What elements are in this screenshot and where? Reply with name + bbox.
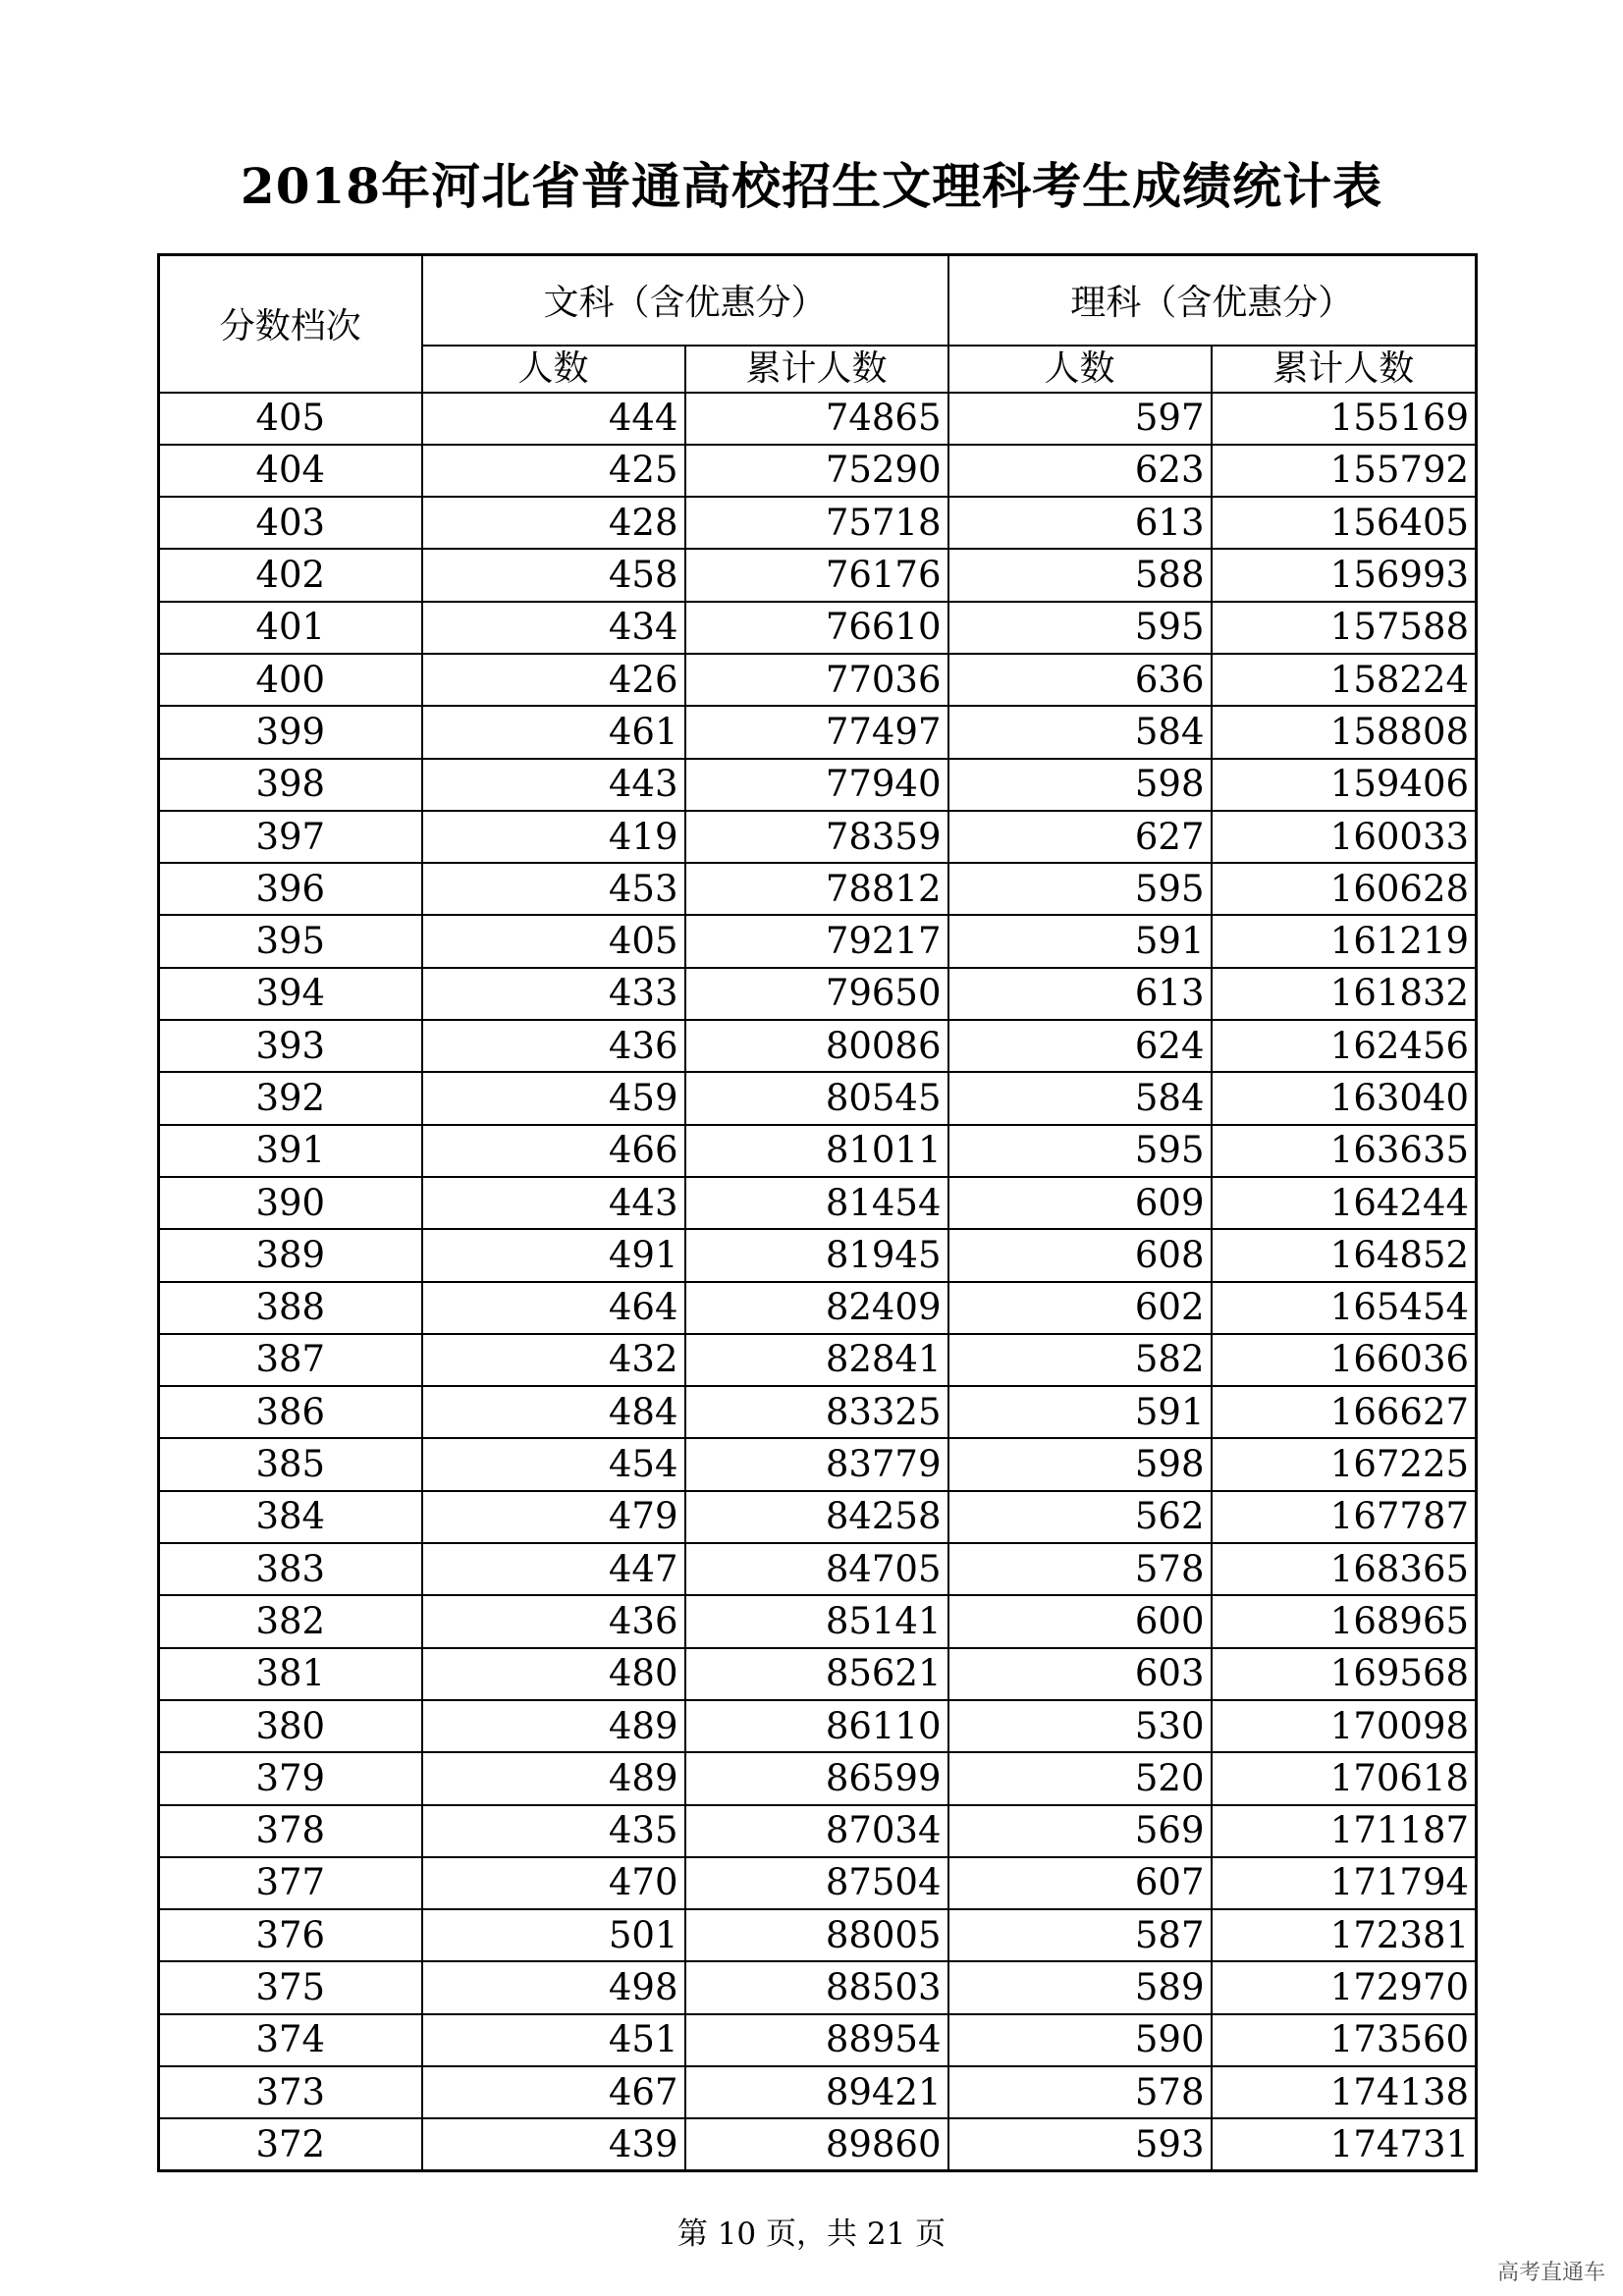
arts-cumulative-cell: 81945	[685, 1229, 948, 1281]
score-cell: 402	[159, 549, 422, 601]
score-cell: 384	[159, 1491, 422, 1543]
score-cell: 403	[159, 497, 422, 549]
arts-cumulative-cell: 79650	[685, 968, 948, 1020]
table-row	[159, 1386, 1477, 1438]
score-cell: 379	[159, 1752, 422, 1804]
science-cumulative-cell: 173560	[1212, 2014, 1477, 2066]
science-count-cell: 587	[948, 1909, 1212, 1961]
science-cumulative-cell: 170618	[1212, 1752, 1477, 1804]
table-row	[159, 863, 1477, 915]
arts-cumulative-cell: 79217	[685, 915, 948, 967]
arts-cumulative-cell: 82409	[685, 1282, 948, 1334]
science-count-cell: 636	[948, 654, 1212, 706]
arts-count-cell: 459	[422, 1072, 685, 1124]
table-row	[159, 1909, 1477, 1961]
score-cell: 400	[159, 654, 422, 706]
arts-count-cell: 433	[422, 968, 685, 1020]
arts-count-cell: 480	[422, 1648, 685, 1700]
arts-cumulative-cell: 75718	[685, 497, 948, 549]
arts-cumulative-cell: 89421	[685, 2066, 948, 2118]
science-count-cell: 627	[948, 811, 1212, 863]
score-cell: 393	[159, 1020, 422, 1072]
arts-count-cell: 467	[422, 2066, 685, 2118]
arts-cumulative-cell: 83325	[685, 1386, 948, 1438]
arts-count-cell: 470	[422, 1857, 685, 1909]
score-cell: 396	[159, 863, 422, 915]
science-cumulative-cell: 160628	[1212, 863, 1477, 915]
arts-count-cell: 484	[422, 1386, 685, 1438]
arts-count-cell: 454	[422, 1438, 685, 1490]
arts-count-cell: 501	[422, 1909, 685, 1961]
arts-count-cell: 428	[422, 497, 685, 549]
science-count-cell: 613	[948, 497, 1212, 549]
arts-cumulative-cell: 74865	[685, 393, 948, 445]
arts-count-cell: 479	[422, 1491, 685, 1543]
table-row	[159, 1334, 1477, 1386]
arts-cumulative-header: 累计人数	[685, 346, 948, 393]
arts-cumulative-cell: 87034	[685, 1805, 948, 1857]
score-cell: 372	[159, 2118, 422, 2170]
arts-cumulative-cell: 88954	[685, 2014, 948, 2066]
science-cumulative-cell: 169568	[1212, 1648, 1477, 1700]
table-row	[159, 1491, 1477, 1543]
science-cumulative-cell: 166627	[1212, 1386, 1477, 1438]
table-row	[159, 1543, 1477, 1595]
arts-cumulative-cell: 77497	[685, 706, 948, 758]
science-cumulative-cell: 166036	[1212, 1334, 1477, 1386]
arts-count-cell: 439	[422, 2118, 685, 2170]
table-row	[159, 1072, 1477, 1124]
table-row	[159, 2118, 1477, 2170]
science-count-cell: 569	[948, 1805, 1212, 1857]
science-count-cell: 607	[948, 1857, 1212, 1909]
score-cell: 398	[159, 759, 422, 811]
arts-count-cell: 444	[422, 393, 685, 445]
page-title: 2018年河北省普通高校招生文理科考生成绩统计表	[240, 157, 1383, 215]
science-count-cell: 613	[948, 968, 1212, 1020]
score-cell: 383	[159, 1543, 422, 1595]
arts-count-cell: 426	[422, 654, 685, 706]
arts-cumulative-cell: 87504	[685, 1857, 948, 1909]
science-cumulative-cell: 156405	[1212, 497, 1477, 549]
arts-cumulative-cell: 78812	[685, 863, 948, 915]
science-cumulative-cell: 167787	[1212, 1491, 1477, 1543]
science-cumulative-cell: 163040	[1212, 1072, 1477, 1124]
table-row	[159, 1125, 1477, 1177]
science-cumulative-cell: 156993	[1212, 549, 1477, 601]
arts-cumulative-cell: 80086	[685, 1020, 948, 1072]
science-cumulative-cell: 155169	[1212, 393, 1477, 445]
table-row	[159, 706, 1477, 758]
arts-count-cell: 443	[422, 1177, 685, 1229]
arts-cumulative-cell: 80545	[685, 1072, 948, 1124]
score-statistics-table	[157, 253, 1478, 2172]
science-count-header: 人数	[948, 346, 1212, 393]
table-row	[159, 1177, 1477, 1229]
science-count-cell: 578	[948, 2066, 1212, 2118]
science-count-cell: 588	[948, 549, 1212, 601]
score-cell: 405	[159, 393, 422, 445]
arts-cumulative-cell: 85621	[685, 1648, 948, 1700]
arts-count-cell: 435	[422, 1805, 685, 1857]
score-cell: 374	[159, 2014, 422, 2066]
science-cumulative-cell: 171187	[1212, 1805, 1477, 1857]
score-level-header: 分数档次	[159, 255, 422, 393]
arts-cumulative-cell: 86599	[685, 1752, 948, 1804]
science-count-cell: 603	[948, 1648, 1212, 1700]
science-count-cell: 598	[948, 1438, 1212, 1490]
arts-cumulative-cell: 81454	[685, 1177, 948, 1229]
science-cumulative-cell: 172970	[1212, 1961, 1477, 2013]
table-row	[159, 1020, 1477, 1072]
arts-count-cell: 498	[422, 1961, 685, 2013]
science-count-cell: 595	[948, 1125, 1212, 1177]
science-cumulative-cell: 157588	[1212, 602, 1477, 654]
science-cumulative-cell: 162456	[1212, 1020, 1477, 1072]
arts-count-cell: 489	[422, 1700, 685, 1752]
table-row	[159, 1648, 1477, 1700]
science-count-cell: 623	[948, 445, 1212, 497]
score-cell: 399	[159, 706, 422, 758]
table-row	[159, 915, 1477, 967]
arts-cumulative-cell: 81011	[685, 1125, 948, 1177]
science-count-cell: 584	[948, 706, 1212, 758]
science-cumulative-cell: 164244	[1212, 1177, 1477, 1229]
table-row	[159, 968, 1477, 1020]
score-cell: 394	[159, 968, 422, 1020]
arts-count-cell: 405	[422, 915, 685, 967]
science-cumulative-cell: 155792	[1212, 445, 1477, 497]
table-row	[159, 1805, 1477, 1857]
arts-cumulative-cell: 88503	[685, 1961, 948, 2013]
science-cumulative-cell: 172381	[1212, 1909, 1477, 1961]
score-cell: 387	[159, 1334, 422, 1386]
science-cumulative-header: 累计人数	[1212, 346, 1477, 393]
arts-count-cell: 464	[422, 1282, 685, 1334]
arts-cumulative-cell: 77940	[685, 759, 948, 811]
score-cell: 404	[159, 445, 422, 497]
score-cell: 386	[159, 1386, 422, 1438]
arts-cumulative-cell: 86110	[685, 1700, 948, 1752]
science-cumulative-cell: 171794	[1212, 1857, 1477, 1909]
arts-cumulative-cell: 76176	[685, 549, 948, 601]
science-count-cell: 595	[948, 602, 1212, 654]
arts-count-cell: 453	[422, 863, 685, 915]
arts-cumulative-cell: 83779	[685, 1438, 948, 1490]
science-count-cell: 595	[948, 863, 1212, 915]
arts-cumulative-cell: 77036	[685, 654, 948, 706]
table-row	[159, 602, 1477, 654]
table-row	[159, 2014, 1477, 2066]
score-cell: 375	[159, 1961, 422, 2013]
science-count-cell: 600	[948, 1595, 1212, 1647]
arts-count-cell: 436	[422, 1020, 685, 1072]
science-count-cell: 582	[948, 1334, 1212, 1386]
table-row	[159, 445, 1477, 497]
science-cumulative-cell: 170098	[1212, 1700, 1477, 1752]
score-cell: 389	[159, 1229, 422, 1281]
score-cell: 395	[159, 915, 422, 967]
arts-cumulative-cell: 75290	[685, 445, 948, 497]
score-cell: 382	[159, 1595, 422, 1647]
table-row	[159, 654, 1477, 706]
arts-cumulative-cell: 84258	[685, 1491, 948, 1543]
science-count-cell: 578	[948, 1543, 1212, 1595]
science-count-cell: 598	[948, 759, 1212, 811]
score-cell: 380	[159, 1700, 422, 1752]
table-row	[159, 393, 1477, 445]
science-count-cell: 602	[948, 1282, 1212, 1334]
score-cell: 390	[159, 1177, 422, 1229]
table-row	[159, 1752, 1477, 1804]
score-cell: 377	[159, 1857, 422, 1909]
science-cumulative-cell: 158224	[1212, 654, 1477, 706]
watermark: 高考直通车	[1496, 2261, 1605, 2285]
science-cumulative-cell: 161219	[1212, 915, 1477, 967]
score-cell: 388	[159, 1282, 422, 1334]
science-count-cell: 624	[948, 1020, 1212, 1072]
arts-cumulative-cell: 76610	[685, 602, 948, 654]
arts-count-cell: 451	[422, 2014, 685, 2066]
score-cell: 373	[159, 2066, 422, 2118]
table-row	[159, 1961, 1477, 2013]
science-cumulative-cell: 165454	[1212, 1282, 1477, 1334]
score-cell: 392	[159, 1072, 422, 1124]
arts-count-header: 人数	[422, 346, 685, 393]
arts-count-cell: 436	[422, 1595, 685, 1647]
arts-count-cell: 443	[422, 759, 685, 811]
arts-count-cell: 489	[422, 1752, 685, 1804]
science-cumulative-cell: 174731	[1212, 2118, 1477, 2170]
science-cumulative-cell: 174138	[1212, 2066, 1477, 2118]
arts-cumulative-cell: 89860	[685, 2118, 948, 2170]
table-row	[159, 1857, 1477, 1909]
arts-cumulative-cell: 78359	[685, 811, 948, 863]
science-cumulative-cell: 161832	[1212, 968, 1477, 1020]
science-cumulative-cell: 168365	[1212, 1543, 1477, 1595]
table-row	[159, 549, 1477, 601]
score-cell: 381	[159, 1648, 422, 1700]
science-count-cell: 530	[948, 1700, 1212, 1752]
science-cumulative-cell: 167225	[1212, 1438, 1477, 1490]
arts-count-cell: 461	[422, 706, 685, 758]
table-row	[159, 759, 1477, 811]
science-cumulative-cell: 163635	[1212, 1125, 1477, 1177]
arts-count-cell: 447	[422, 1543, 685, 1595]
science-count-cell: 608	[948, 1229, 1212, 1281]
arts-cumulative-cell: 84705	[685, 1543, 948, 1595]
arts-cumulative-cell: 85141	[685, 1595, 948, 1647]
arts-cumulative-cell: 88005	[685, 1909, 948, 1961]
table-row	[159, 1438, 1477, 1490]
arts-count-cell: 458	[422, 549, 685, 601]
table-row	[159, 1595, 1477, 1647]
science-count-cell: 589	[948, 1961, 1212, 2013]
page-number: 第 10 页，共 21 页	[676, 2216, 947, 2252]
table-row	[159, 1282, 1477, 1334]
science-count-cell: 584	[948, 1072, 1212, 1124]
arts-header: 文科（含优惠分）	[422, 255, 948, 346]
arts-cumulative-cell: 82841	[685, 1334, 948, 1386]
score-cell: 385	[159, 1438, 422, 1490]
arts-count-cell: 491	[422, 1229, 685, 1281]
science-count-cell: 590	[948, 2014, 1212, 2066]
arts-count-cell: 466	[422, 1125, 685, 1177]
score-cell: 397	[159, 811, 422, 863]
science-count-cell: 591	[948, 915, 1212, 967]
score-cell: 376	[159, 1909, 422, 1961]
arts-count-cell: 434	[422, 602, 685, 654]
table-row	[159, 1700, 1477, 1752]
science-count-cell: 591	[948, 1386, 1212, 1438]
science-count-cell: 597	[948, 393, 1212, 445]
science-count-cell: 593	[948, 2118, 1212, 2170]
table-body	[159, 393, 1477, 2171]
science-cumulative-cell: 158808	[1212, 706, 1477, 758]
science-count-cell: 562	[948, 1491, 1212, 1543]
science-cumulative-cell: 168965	[1212, 1595, 1477, 1647]
science-count-cell: 609	[948, 1177, 1212, 1229]
table-row	[159, 497, 1477, 549]
score-cell: 391	[159, 1125, 422, 1177]
arts-count-cell: 419	[422, 811, 685, 863]
science-count-cell: 520	[948, 1752, 1212, 1804]
arts-count-cell: 432	[422, 1334, 685, 1386]
score-cell: 401	[159, 602, 422, 654]
science-cumulative-cell: 159406	[1212, 759, 1477, 811]
table-row	[159, 2066, 1477, 2118]
science-cumulative-cell: 164852	[1212, 1229, 1477, 1281]
table-row	[159, 1229, 1477, 1281]
table-row	[159, 811, 1477, 863]
score-cell: 378	[159, 1805, 422, 1857]
science-header: 理科（含优惠分）	[948, 255, 1477, 346]
science-cumulative-cell: 160033	[1212, 811, 1477, 863]
arts-count-cell: 425	[422, 445, 685, 497]
